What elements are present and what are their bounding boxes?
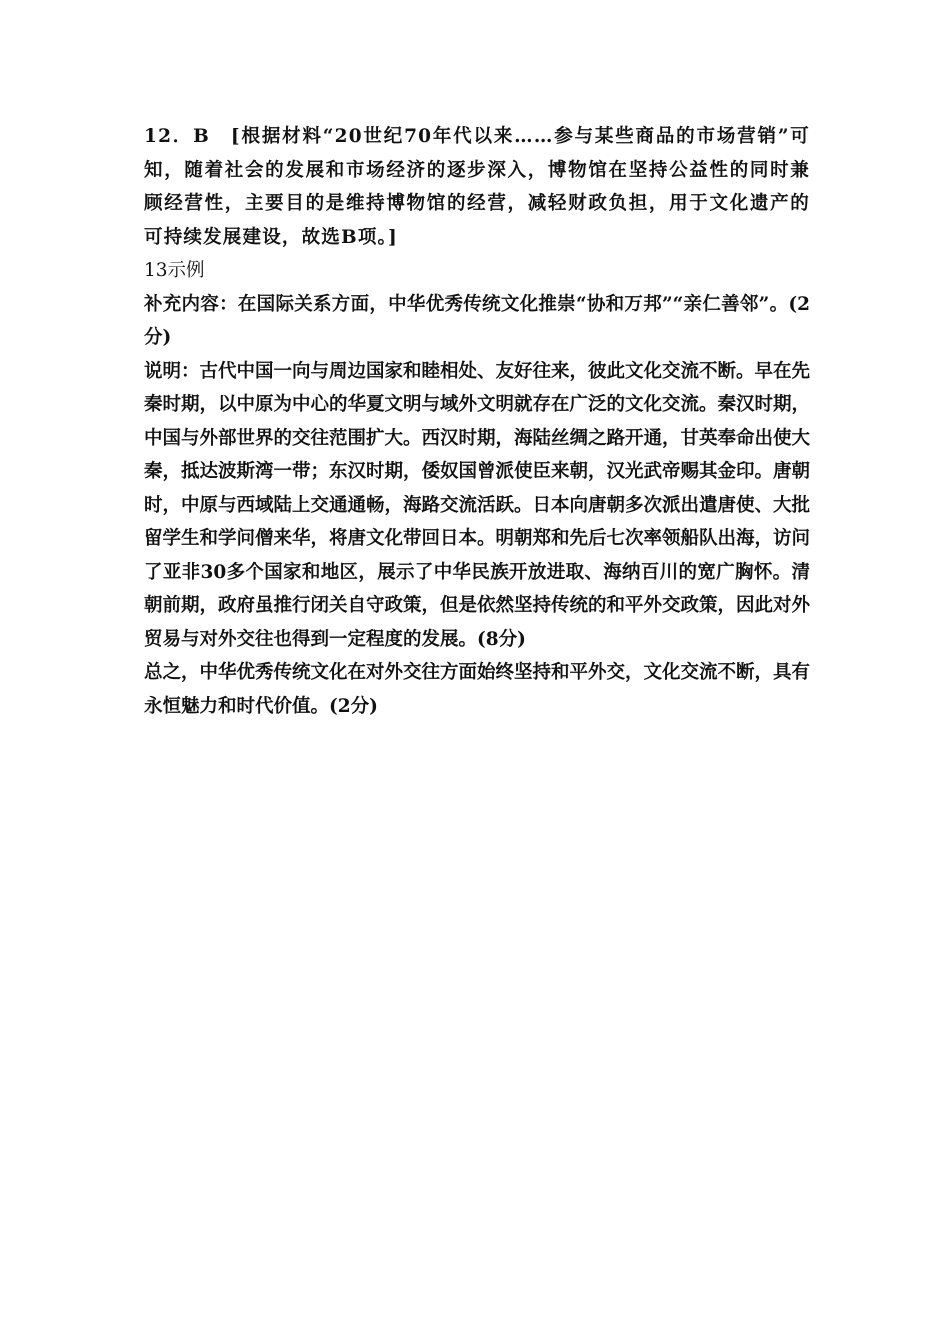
question-13-explanation: 说明：古代中国一向与周边国家和睦相处、友好往来，彼此文化交流不断。早在先秦时期，以中原为中心的华夏文明与域外文明就存在广泛的文化交流。秦汉时期，中国与外部世界的交往范围扩大。西汉时期，海陆丝绸之路开通，甘英奉命出使大秦，抵达波斯湾一带；东汉时期，倭奴国曾派使臣来朝，汉光武帝赐其金印。唐朝时，中原与西域陆上交通通畅，海路交流活跃。日本向唐朝多次派出遣唐使、大批留学生和学问僧来华，将唐文化带回日本。明朝郑和先后七次率领船队出海，访问了亚非30多个国家和地区，展示了中华民族开放进取、海纳百川的宽广胸怀。清朝前期，政府虽推行闭关自守政策，但是依然坚持传统的和平外交政策，因此对外贸易与对外交往也得到一定程度的发展。(8分) bbox=[144, 360, 811, 650]
question-12-answer: 12．B [根据材料“20世纪70年代以来……参与某些商品的市场营销”可知，随着社会的发展和市场经济的逐步深入，博物馆在坚持公益性的同时兼顾经营性，主要目的是维持博物馆的经营，减轻财政负担，用于文化遗产的可持续发展建设，故选B项。] bbox=[144, 126, 810, 248]
question-13-summary: 总之，中华优秀传统文化在对外交往方面始终坚持和平外交，文化交流不断，具有永恒魅力和时代价值。(2分) bbox=[144, 662, 811, 717]
question-13-title: 13示例 bbox=[144, 260, 205, 281]
question-13-supplement: 补充内容：在国际关系方面，中华优秀传统文化推崇“协和万邦”“亲仁善邻”。(2分) bbox=[144, 293, 810, 348]
answer-page bbox=[144, 120, 810, 723]
